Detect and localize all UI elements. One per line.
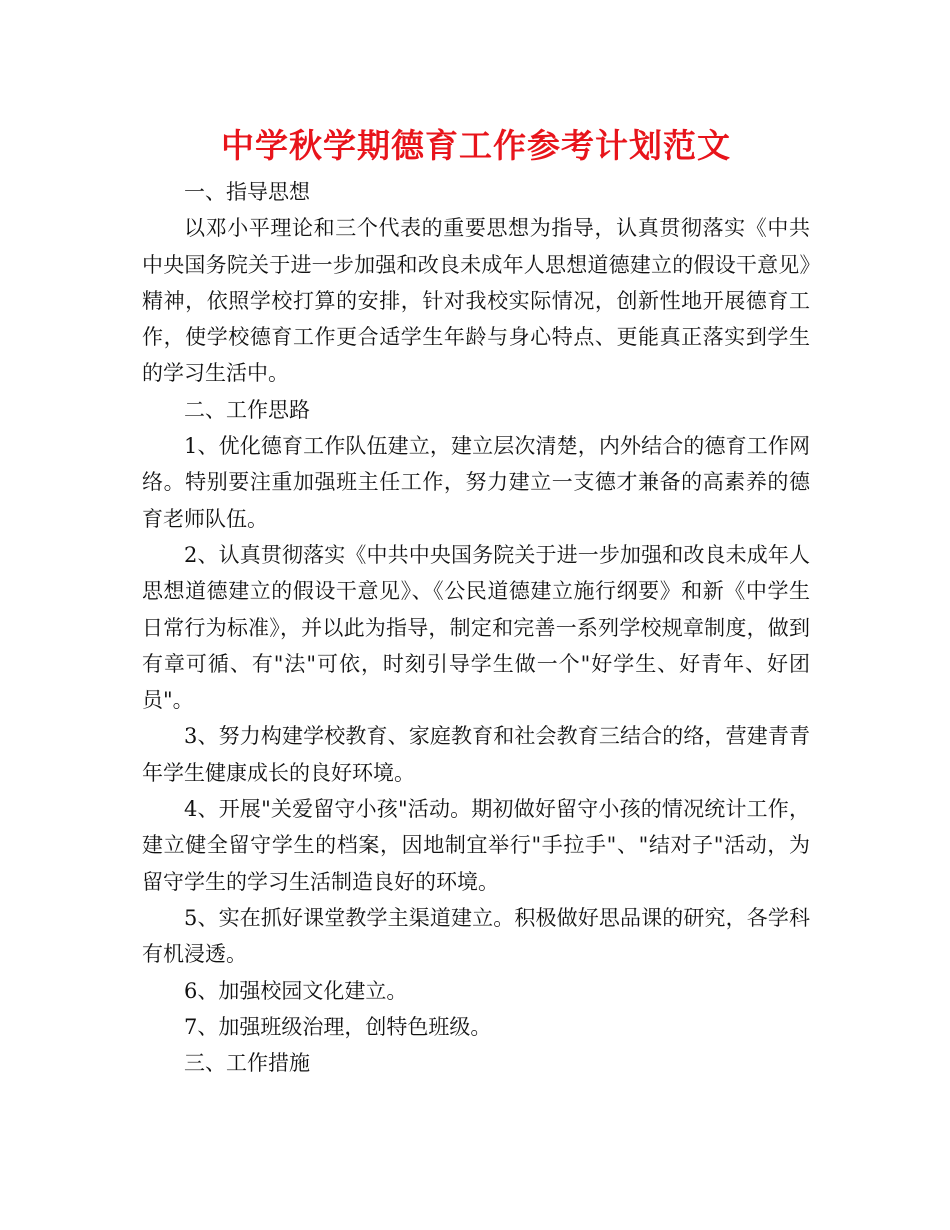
list-item-5: 5、实在抓好课堂教学主渠道建立。积极做好思品课的研究，各学科有机浸透。: [142, 905, 810, 967]
section-heading-work-ideas: 二、工作思路: [184, 397, 310, 422]
section-heading-guiding-ideology: 一、指导思想: [184, 180, 310, 204]
list-item-7: 7、加强班级治理，创特色班级。: [184, 1014, 492, 1039]
section-heading-work-measures: 三、工作措施: [184, 1051, 310, 1076]
document-title: 中学秋学期德育工作参考计划范文: [221, 126, 731, 165]
list-item-4: 4、开展"关爱留守小孩"活动。期初做好留守小孩的情况统计工作，建立健全留守学生的档案，因地制宜举行"手拉手"、"结对子"活动，为留守学生的学习生活制造良好的环境。: [142, 797, 810, 894]
paragraph-guiding-ideology: 以邓小平理论和三个代表的重要思想为指导，认真贯彻落实《中共中央国务院关于进一步加强和改良未成年人思想道德建立的假设干意见》精神，依照学校打算的安排，针对我校实际情况，创新性地开展德育工作，使学校德育工作更合适学生年龄与身心特点、更能真正落实到学生的学习生活中。: [142, 216, 810, 386]
list-item-6: 6、加强校园文化建立。: [184, 978, 408, 1003]
list-item-3: 3、努力构建学校教育、家庭教育和社会教育三结合的络，营建青青年学生健康成长的良好环境。: [142, 724, 810, 785]
list-item-1: 1、优化德育工作队伍建立，建立层次清楚，内外结合的德育工作网络。特别要注重加强班主任工作，努力建立一支德才兼备的高素养的德育老师队伍。: [142, 434, 810, 531]
document-body: [142, 174, 810, 1081]
list-item-2: 2、认真贯彻落实《中共中央国务院关于进一步加强和改良未成年人思想道德建立的假设干意见》、《公民道德建立施行纲要》和新《中学生日常行为标准》，并以此为指导，制定和完善一系列学校规章制度，做到有章可循、有"法"可依，时刻引导学生做一个"好学生、好青年、好团员"。: [142, 542, 810, 713]
document-page: [142, 118, 810, 1081]
